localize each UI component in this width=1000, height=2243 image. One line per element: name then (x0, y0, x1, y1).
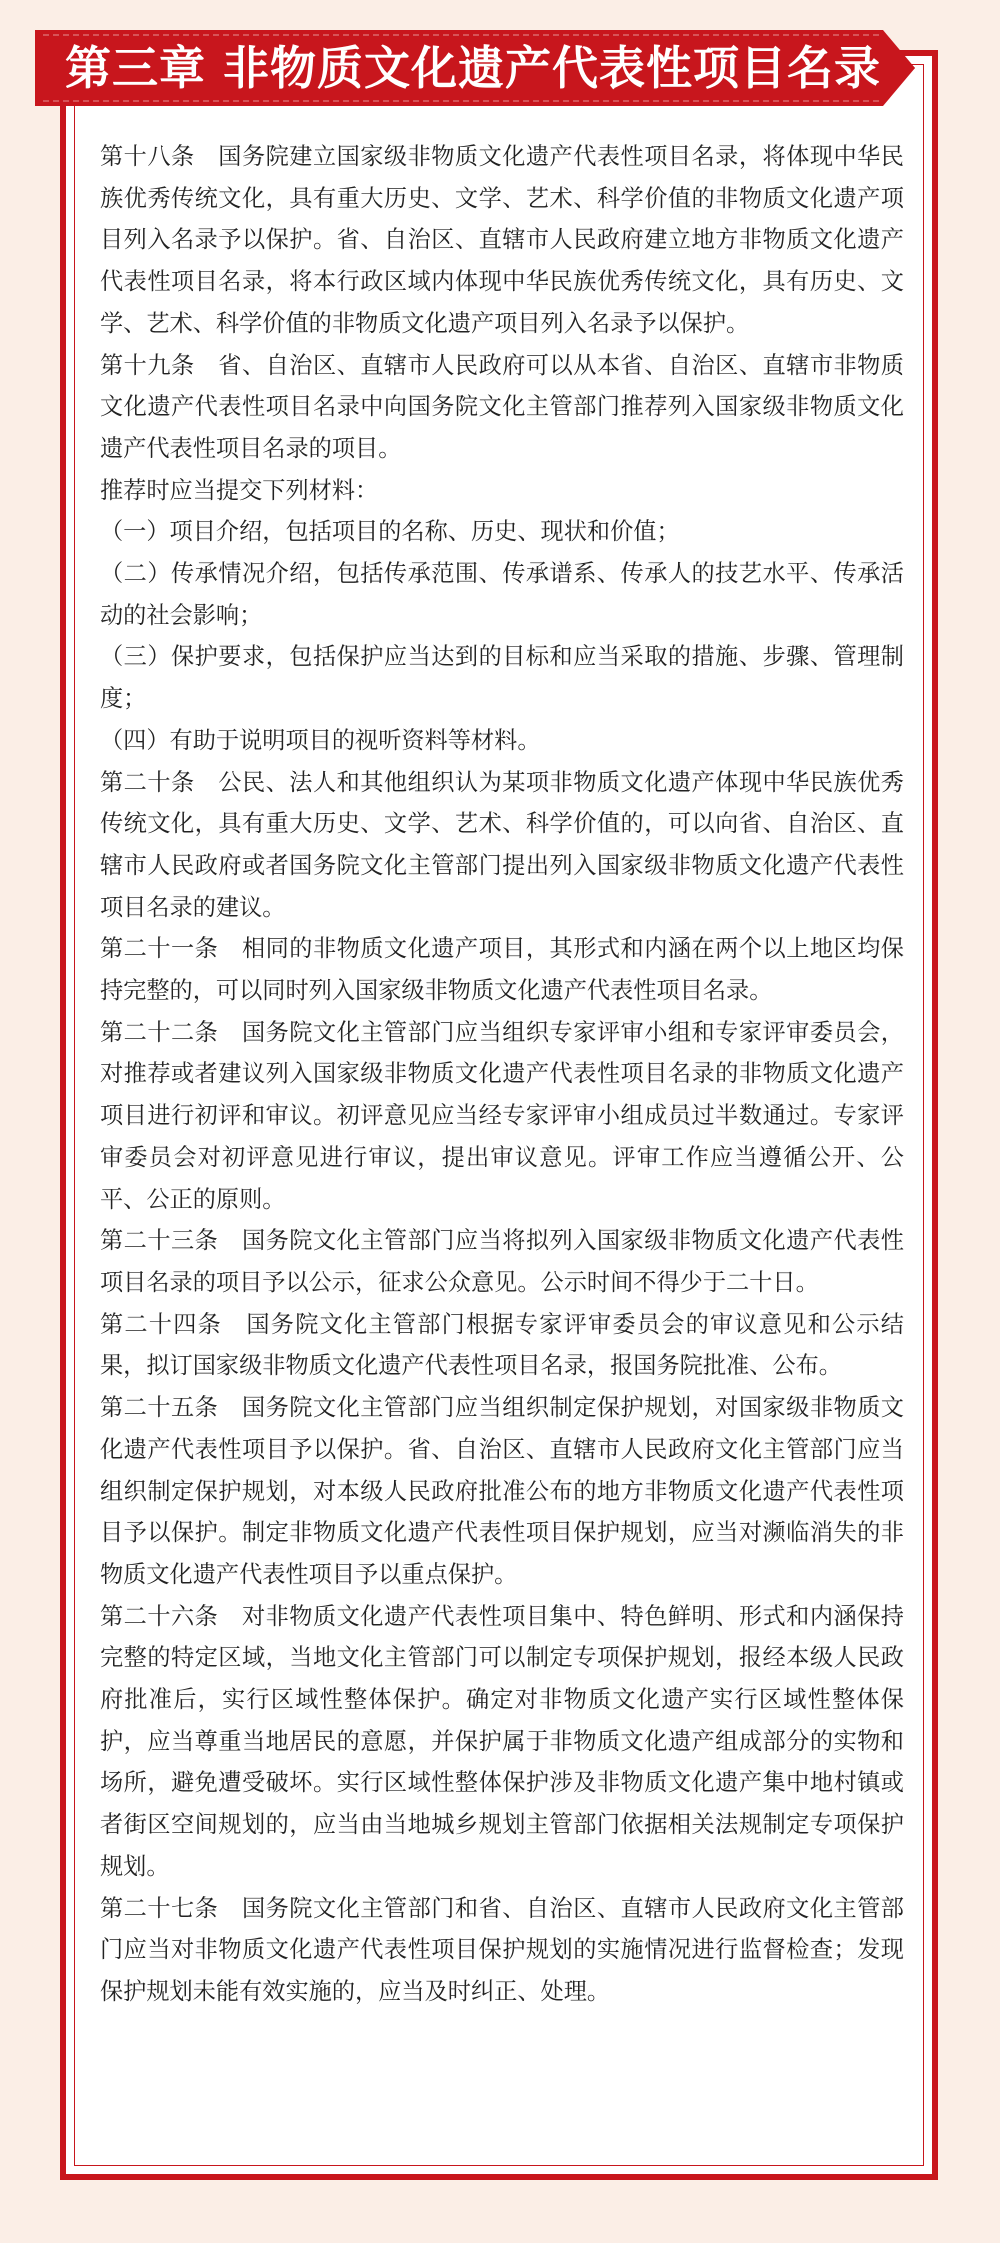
chapter-title: 第三章 非物质文化遗产代表性项目名录 (65, 41, 882, 95)
article-22: 第二十二条 国务院文化主管部门应当组织专家评审小组和专家评审委员会，对推荐或者建议列入国家级非物质文化遗产代表性项目名录的非物质文化遗产项目进行初评和审议。初评意见应当经专家评审小组成员过半数通过。专家评审委员会对初评意见进行审议，提出审议意见。评审工作应当遵循公开、公平、公正的原则。 (100, 1018, 904, 1213)
article-18: 第十八条 国务院建立国家级非物质文化遗产代表性项目名录，将体现中华民族优秀传统文化，具有重大历史、文学、艺术、科学价值的非物质文化遗产项目列入名录予以保护。省、自治区、直辖市人民政府建立地方非物质文化遗产代表性项目名录，将本行政区域内体现中华民族优秀传统文化，具有历史、文学、艺术、科学价值的非物质文化遗产项目列入名录予以保护。 (100, 143, 904, 337)
article-20: 第二十条 公民、法人和其他组织认为某项非物质文化遗产体现中华民族优秀传统文化，具有重大历史、文学、艺术、科学价值的，可以向省、自治区、直辖市人民政府或者国务院文化主管部门提出列入国家级非物质文化遗产代表性项目名录的建议。 (100, 768, 904, 921)
chapter-banner (35, 30, 915, 106)
article-body (100, 136, 904, 2013)
article-26: 第二十六条 对非物质文化遗产代表性项目集中、特色鲜明、形式和内涵保持完整的特定区域，当地文化主管部门可以制定专项保护规划，报经本级人民政府批准后，实行区域性整体保护。确定对非物质文化遗产实行区域性整体保护，应当尊重当地居民的意愿，并保护属于非物质文化遗产组成部分的实物和场所，避免遭受破坏。实行区域性整体保护涉及非物质文化遗产集中地村镇或者街区空间规划的，应当由当地城乡规划主管部门依据相关法规制定专项保护规划。 (100, 1602, 904, 1880)
materials-item-1: （一）项目介绍，包括项目的名称、历史、现状和价值； (100, 518, 680, 546)
article-24: 第二十四条 国务院文化主管部门根据专家评审委员会的审议意见和公示结果，拟订国家级非物质文化遗产代表性项目名录，报国务院批准、公布。 (100, 1310, 904, 1380)
materials-item-3: （三）保护要求，包括保护应当达到的目标和应当采取的措施、步骤、管理制度； (100, 643, 904, 713)
article-23: 第二十三条 国务院文化主管部门应当将拟列入国家级非物质文化遗产代表性项目名录的项目予以公示，征求公众意见。公示时间不得少于二十日。 (100, 1227, 904, 1296)
article-25: 第二十五条 国务院文化主管部门应当组织制定保护规划，对国家级非物质文化遗产代表性项目予以保护。省、自治区、直辖市人民政府文化主管部门应当组织制定保护规划，对本级人民政府批准公布的地方非物质文化遗产代表性项目予以保护。制定非物质文化遗产代表性项目保护规划，应当对濒临消失的非物质文化遗产代表性项目予以重点保护。 (100, 1394, 904, 1588)
article-21: 第二十一条 相同的非物质文化遗产项目，其形式和内涵在两个以上地区均保持完整的，可以同时列入国家级非物质文化遗产代表性项目名录。 (100, 935, 904, 1005)
materials-item-2: （二）传承情况介绍，包括传承范围、传承谱系、传承人的技艺水平、传承活动的社会影响； (100, 560, 904, 629)
materials-item-4: （四）有助于说明项目的视听资料等材料。 (100, 726, 541, 754)
materials-intro: 推荐时应当提交下列材料： (100, 476, 379, 504)
article-19: 第十九条 省、自治区、直辖市人民政府可以从本省、自治区、直辖市非物质文化遗产代表性项目名录中向国务院文化主管部门推荐列入国家级非物质文化遗产代表性项目名录的项目。 (100, 351, 904, 462)
article-27: 第二十七条 国务院文化主管部门和省、自治区、直辖市人民政府文化主管部门应当对非物质文化遗产代表性项目保护规划的实施情况进行监督检查；发现保护规划未能有效实施的，应当及时纠正、处理。 (100, 1894, 904, 2005)
